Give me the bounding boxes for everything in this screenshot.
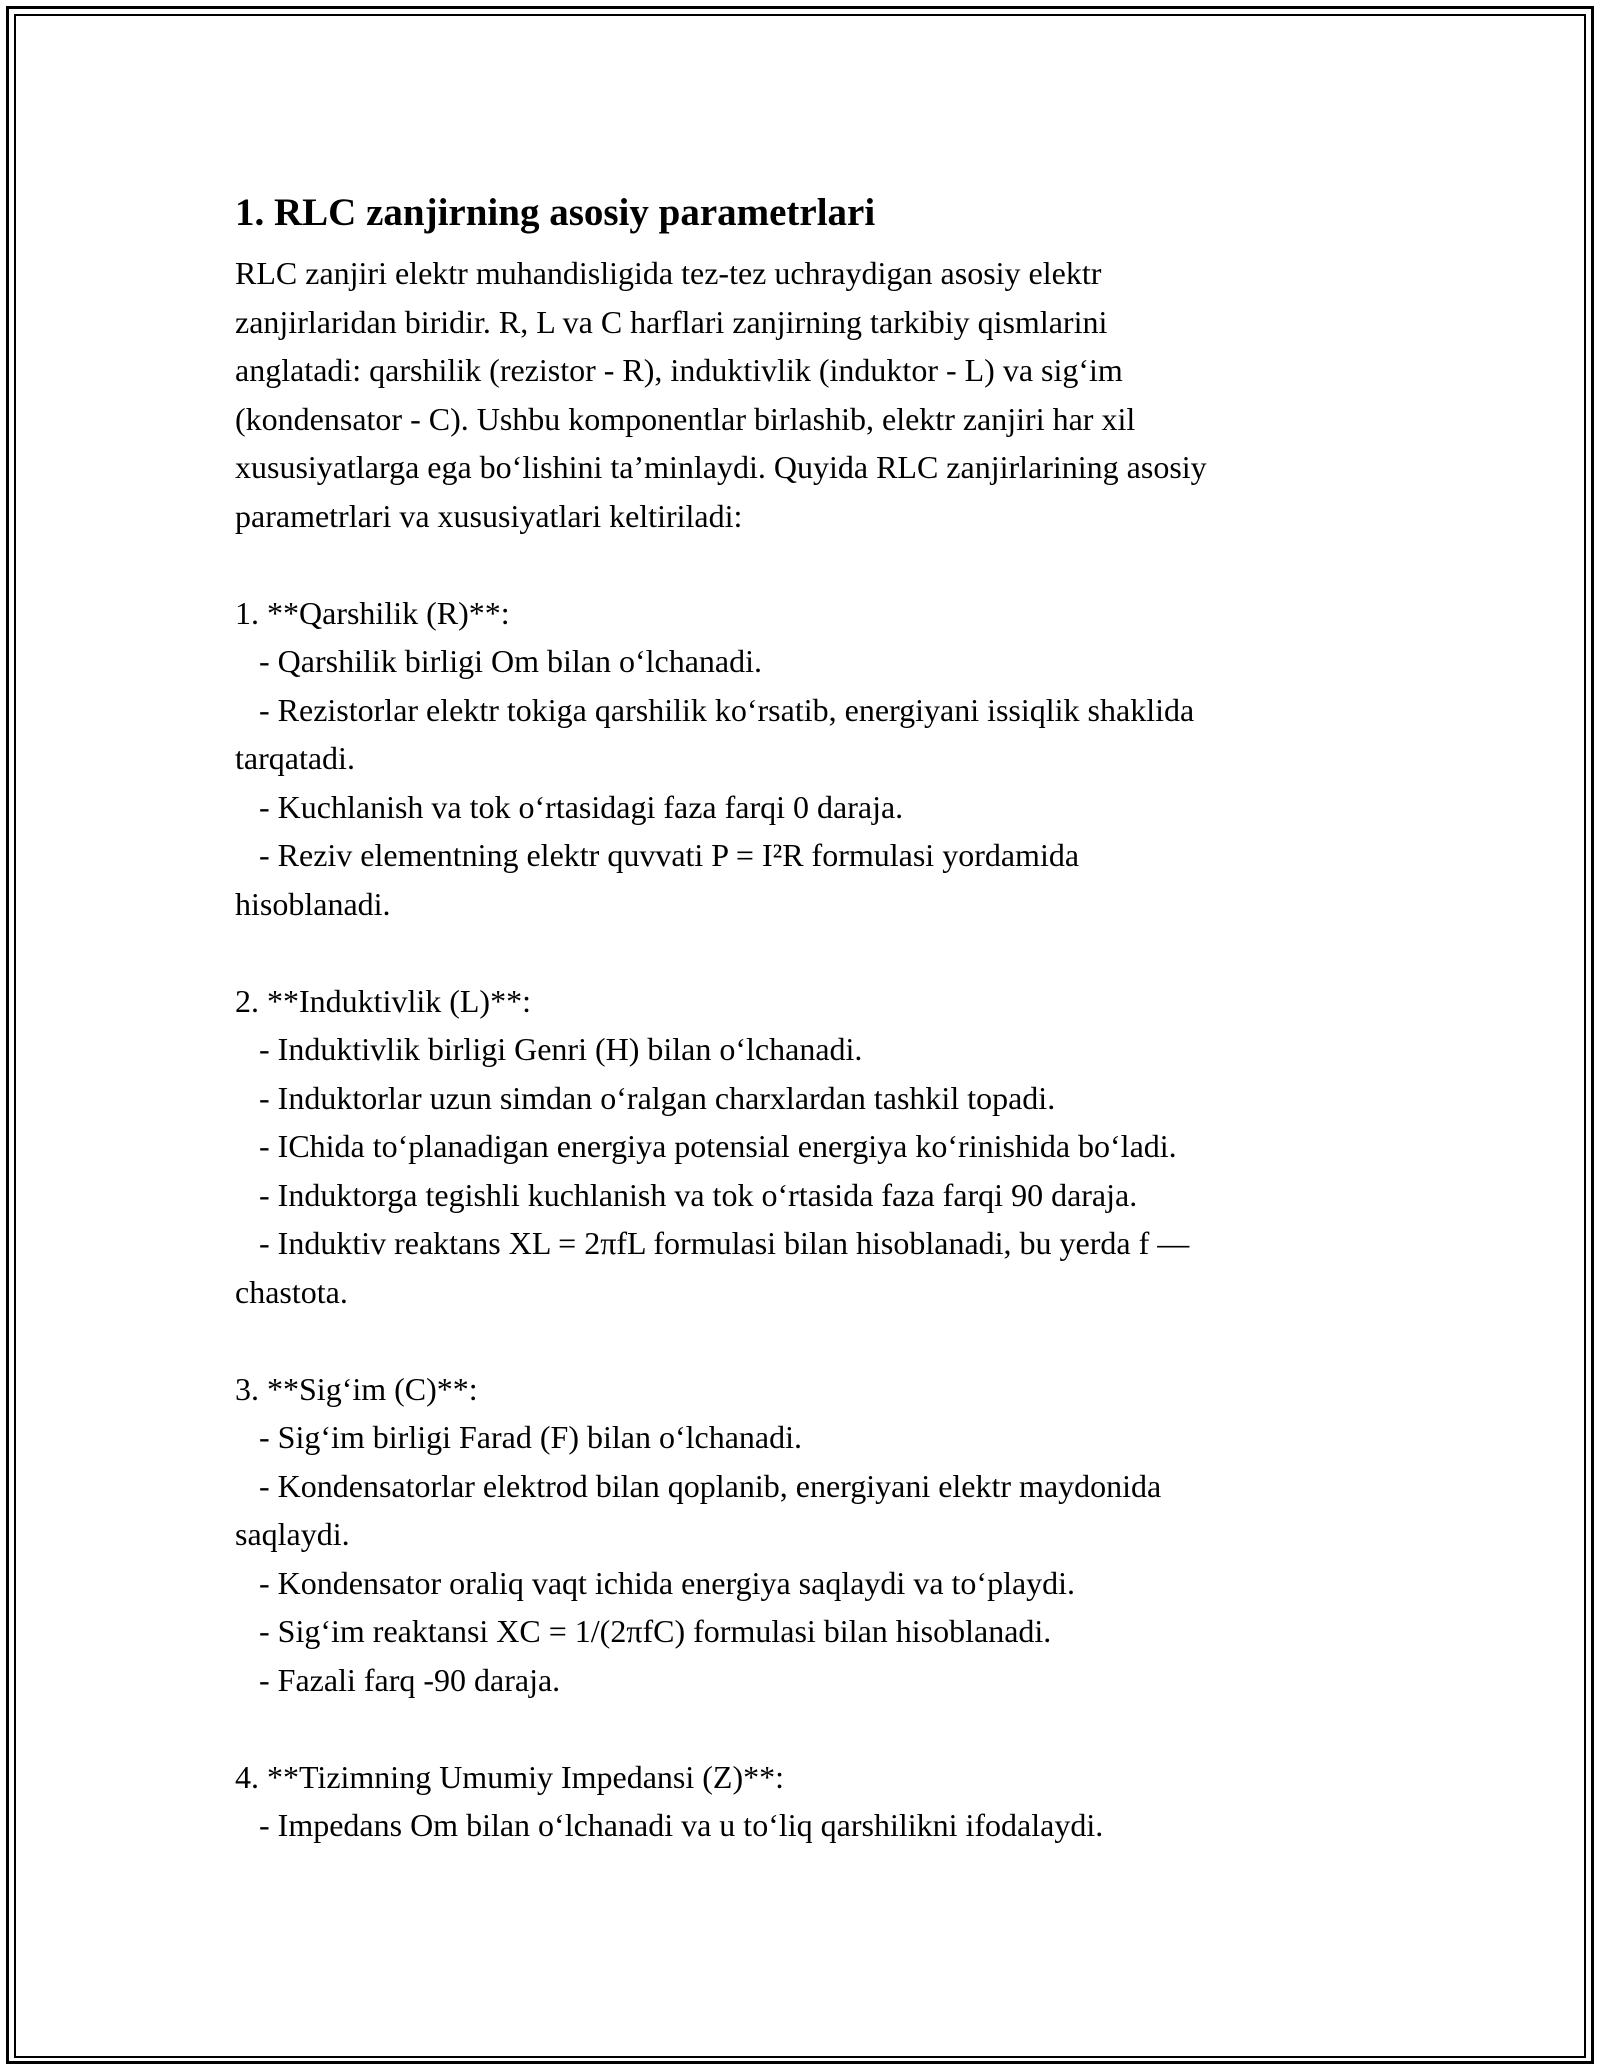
section-resistance: 1. **Qarshilik (R)**: - Qarshilik birligi Om bilan o‘lchanadi. - Rezistorlar elektr tokiga qarshilik ko‘rsatib, energiyani issiqlik shaklida tarqatadi. - Kuchlanish va tok o‘rtasidagi faza farqi 0 daraja. - Reziv elementning elektr quvvati P = I²R formulasi yordamida hisoblanadi. [235, 594, 1195, 922]
document-body [235, 185, 1375, 1850]
intro-paragraph: RLC zanjiri elektr muhandisligida tez-tez uchraydigan asosiy elektr zanjirlaridan biridir. R, L va C harflari zanjirning tarkibiy qismlarini anglatadi: qarshilik (rezistor - R), induktivlik (induktor - L) va sig‘im (kondensator - C). Ushbu komponentlar birlashib, elektr zanjiri har xil xususiyatlarga ega bo‘lishini ta’minlaydi. Quyida RLC zanjirlarining asosiy parametrlari va xususiyatlari keltiriladi: [235, 255, 1207, 534]
document-title: 1. RLC zanjirning asosiy parametrlari [235, 191, 876, 234]
section-capacitance: 3. **Sig‘im (C)**: - Sig‘im birligi Farad (F) bilan o‘lchanadi. - Kondensatorlar elektrod bilan qoplanib, energiyani elektr maydonida saqlaydi. - Kondensator oraliq vaqt ichida energiya saqlaydi va to‘playdi. - Sig‘im reaktansi XC = 1/(2πfC) formulasi bilan hisoblanadi. - Fazali farq -90 daraja. [235, 1370, 1162, 1698]
section-inductance: 2. **Induktivlik (L)**: - Induktivlik birligi Genri (H) bilan o‘lchanadi. - Induktorlar uzun simdan o‘ralgan charxlardan tashkil topadi. - IChida to‘planadigan energiya potensial energiya ko‘rinishida bo‘ladi. - Induktorga tegishli kuchlanish va tok o‘rtasida faza farqi 90 daraja. - Induktiv reaktans XL = 2πfL formulasi bilan hisoblanadi, bu yerda f — chastota. [235, 982, 1190, 1310]
section-impedance: 4. **Tizimning Umumiy Impedansi (Z)**: - Impedans Om bilan o‘lchanadi va u to‘liq qarshilikni ifodalaydi. [235, 1758, 1104, 1843]
